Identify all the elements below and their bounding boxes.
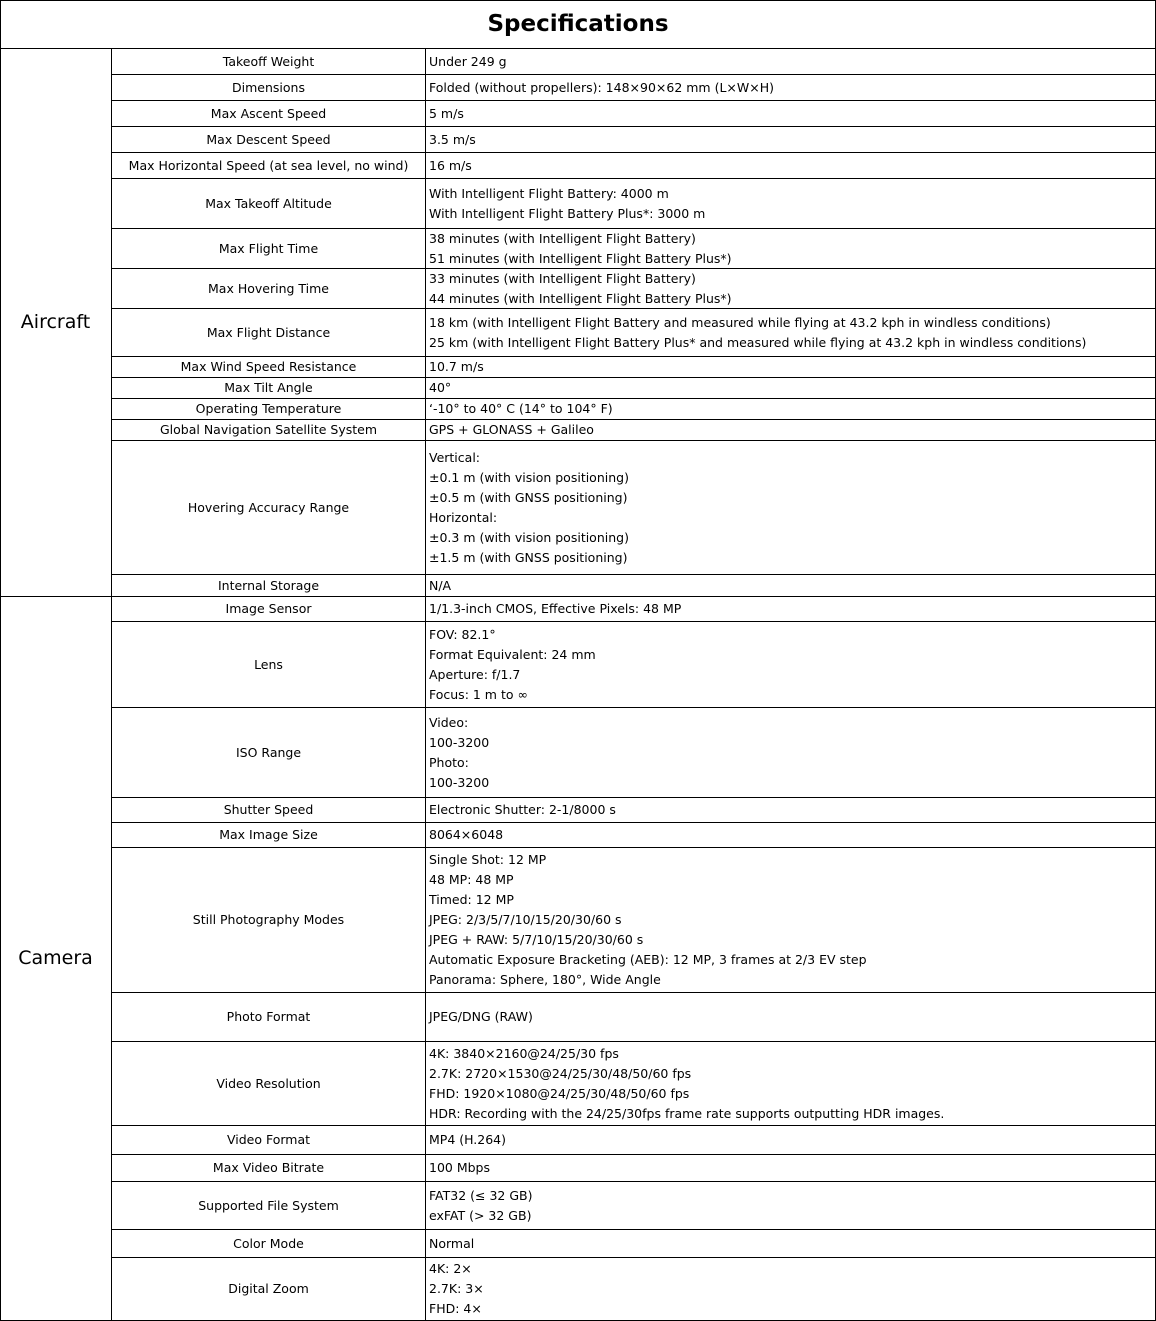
spec-label: Still Photography Modes xyxy=(192,912,345,927)
spec-value-line: JPEG/DNG (RAW) xyxy=(429,1009,533,1024)
spec-value-line: 10.7 m/s xyxy=(429,359,484,374)
grid-line xyxy=(0,0,1156,1)
spec-value-line: Folded (without propellers): 148×90×62 mm (L×W×H) xyxy=(429,79,775,95)
spec-label: Color Mode xyxy=(233,1235,304,1251)
spec-value-line: 25 km (with Intelligent Flight Battery Plus* and measured while flying at 43.2 kph in windless conditions) xyxy=(429,334,1087,350)
spec-value xyxy=(426,49,1155,74)
spec-value-line: 100-3200 xyxy=(429,774,490,790)
spec-value xyxy=(426,229,1155,268)
spec-value-line: 4K: 2× xyxy=(429,1261,472,1276)
spec-value-line: N/A xyxy=(429,577,452,593)
spec-value-line: 16 m/s xyxy=(429,157,472,173)
spec-label: Max Horizontal Speed (at sea level, no wind) xyxy=(128,157,409,173)
spec-label: Max Video Bitrate xyxy=(212,1160,325,1175)
spec-label: Digital Zoom xyxy=(228,1281,309,1296)
spec-value-line: Electronic Shutter: 2-1/8000 s xyxy=(429,802,616,817)
spec-value-line: 33 minutes (with Intelligent Flight Battery) xyxy=(429,270,696,286)
spec-label: Max Tilt Angle xyxy=(224,380,313,395)
spec-value xyxy=(426,127,1155,152)
spec-value xyxy=(426,1042,1155,1125)
spec-value-line: 4K: 3840×2160@24/25/30 fps xyxy=(429,1045,619,1061)
spec-value-line: 2.7K: 3× xyxy=(429,1281,484,1296)
spec-value xyxy=(426,1182,1155,1229)
spec-value-line: Timed: 12 MP xyxy=(429,892,514,907)
spec-value xyxy=(426,441,1155,574)
spec-label: Video Format xyxy=(226,1132,311,1147)
spec-value-line: Under 249 g xyxy=(429,53,507,69)
spec-value-line: 1/1.3-inch CMOS, Effective Pixels: 48 MP xyxy=(429,601,682,616)
spec-value xyxy=(426,1155,1155,1181)
spec-value-line: GPS + GLONASS + Galileo xyxy=(429,422,594,437)
spec-value xyxy=(426,179,1155,228)
spec-value xyxy=(426,1258,1155,1320)
spec-value-line: 3.5 m/s xyxy=(429,131,476,147)
spec-value-line: ±0.5 m (with GNSS positioning) xyxy=(429,489,628,505)
spec-label: Max Descent Speed xyxy=(206,131,331,147)
spec-value xyxy=(426,993,1155,1041)
spec-value-line: ±1.5 m (with GNSS positioning) xyxy=(429,549,628,565)
spec-value-line: 2.7K: 2720×1530@24/25/30/48/50/60 fps xyxy=(429,1065,692,1081)
spec-value-line: JPEG: 2/3/5/7/10/15/20/30/60 s xyxy=(429,912,622,927)
spec-value-line: FHD: 4× xyxy=(429,1301,482,1316)
spec-value-line: Horizontal: xyxy=(429,509,498,525)
spec-label: Dimensions xyxy=(232,79,305,95)
spec-label: Image Sensor xyxy=(225,601,312,616)
spec-value xyxy=(426,798,1155,822)
spec-value xyxy=(426,597,1155,621)
spec-value-line: Panorama: Sphere, 180°, Wide Angle xyxy=(429,972,661,987)
spec-value-line: HDR: Recording with the 24/25/30fps frame rate supports outputting HDR images. xyxy=(429,1105,945,1121)
spec-value-line: 44 minutes (with Intelligent Flight Battery Plus*) xyxy=(429,290,732,306)
spec-value xyxy=(426,399,1155,419)
spec-value-line: Vertical: xyxy=(429,449,481,465)
spec-label: Video Resolution xyxy=(216,1075,321,1091)
spec-value xyxy=(426,309,1155,356)
spec-label: Max Wind Speed Resistance xyxy=(180,359,357,374)
spec-label: Supported File System xyxy=(198,1197,339,1213)
spec-value-line: ±0.1 m (with vision positioning) xyxy=(429,469,629,485)
spec-value xyxy=(426,575,1155,596)
spec-value-line: JPEG + RAW: 5/7/10/15/20/30/60 s xyxy=(429,932,644,947)
spec-value-line: ±0.3 m (with vision positioning) xyxy=(429,529,629,545)
spec-value-line: 5 m/s xyxy=(429,105,464,121)
spec-value xyxy=(426,420,1155,440)
spec-label: Max Ascent Speed xyxy=(210,105,327,121)
spec-value xyxy=(426,1126,1155,1154)
spec-value xyxy=(426,1230,1155,1257)
spec-value-line: FHD: 1920×1080@24/25/30/48/50/60 fps xyxy=(429,1085,690,1101)
spec-label: Max Takeoff Altitude xyxy=(205,195,332,211)
spec-value-line: 40° xyxy=(429,380,452,395)
spec-value-line: 8064×6048 xyxy=(429,827,504,842)
spec-value-line: Format Equivalent: 24 mm xyxy=(429,646,596,662)
section-label-aircraft: Aircraft xyxy=(20,311,91,333)
spec-label: Takeoff Weight xyxy=(222,53,315,69)
spec-value xyxy=(426,153,1155,178)
page-title: Specifications xyxy=(487,11,669,37)
spec-value-line: With Intelligent Flight Battery Plus*: 3000 m xyxy=(429,205,706,221)
spec-value xyxy=(426,708,1155,797)
spec-value xyxy=(426,75,1155,100)
spec-value-line: 48 MP: 48 MP xyxy=(429,872,514,887)
spec-label: ISO Range xyxy=(235,744,302,760)
spec-value-line: exFAT (> 32 GB) xyxy=(429,1207,532,1223)
spec-value xyxy=(426,378,1155,398)
spec-label: Shutter Speed xyxy=(223,802,314,817)
spec-value-line: 100-3200 xyxy=(429,734,490,750)
spec-label: Max Flight Distance xyxy=(206,324,331,340)
spec-value-line: Aperture: f/1.7 xyxy=(429,666,521,682)
spec-value xyxy=(426,101,1155,126)
spec-value-line: 18 km (with Intelligent Flight Battery and measured while flying at 43.2 kph in windless conditions) xyxy=(429,314,1051,330)
spec-value-line: ‘-10° to 40° C (14° to 104° F) xyxy=(429,401,613,416)
spec-value-line: 100 Mbps xyxy=(429,1160,490,1175)
spec-label: Internal Storage xyxy=(217,577,320,593)
spec-value xyxy=(426,622,1155,707)
spec-label: Hovering Accuracy Range xyxy=(187,499,350,515)
spec-label: Global Navigation Satellite System xyxy=(159,422,378,437)
spec-value-line: 38 minutes (with Intelligent Flight Battery) xyxy=(429,230,696,246)
spec-value xyxy=(426,848,1155,992)
spec-value-line: Photo: xyxy=(429,754,469,770)
spec-value-line: With Intelligent Flight Battery: 4000 m xyxy=(429,185,669,201)
spec-label: Lens xyxy=(254,656,283,672)
spec-value-line: FOV: 82.1° xyxy=(429,626,496,642)
spec-value xyxy=(426,357,1155,377)
spec-value xyxy=(426,823,1155,847)
spec-value-line: Single Shot: 12 MP xyxy=(429,852,547,867)
section-label-camera: Camera xyxy=(18,947,93,969)
spec-label: Operating Temperature xyxy=(195,401,342,416)
spec-value-line: Automatic Exposure Bracketing (AEB): 12 MP, 3 frames at 2/3 EV step xyxy=(429,952,867,967)
spec-label: Photo Format xyxy=(226,1009,311,1024)
spec-value-line: 51 minutes (with Intelligent Flight Battery Plus*) xyxy=(429,250,732,266)
spec-value-line: Focus: 1 m to ∞ xyxy=(429,686,528,702)
spec-value-line: MP4 (H.264) xyxy=(429,1132,507,1147)
spec-label: Max Image Size xyxy=(219,827,318,842)
spec-value-line: Video: xyxy=(429,714,469,730)
spec-value-line: FAT32 (≤ 32 GB) xyxy=(429,1187,533,1203)
spec-value xyxy=(426,269,1155,308)
spec-label: Max Flight Time xyxy=(218,240,319,256)
spec-value-line: Normal xyxy=(429,1235,475,1251)
spec-label: Max Hovering Time xyxy=(208,280,329,296)
